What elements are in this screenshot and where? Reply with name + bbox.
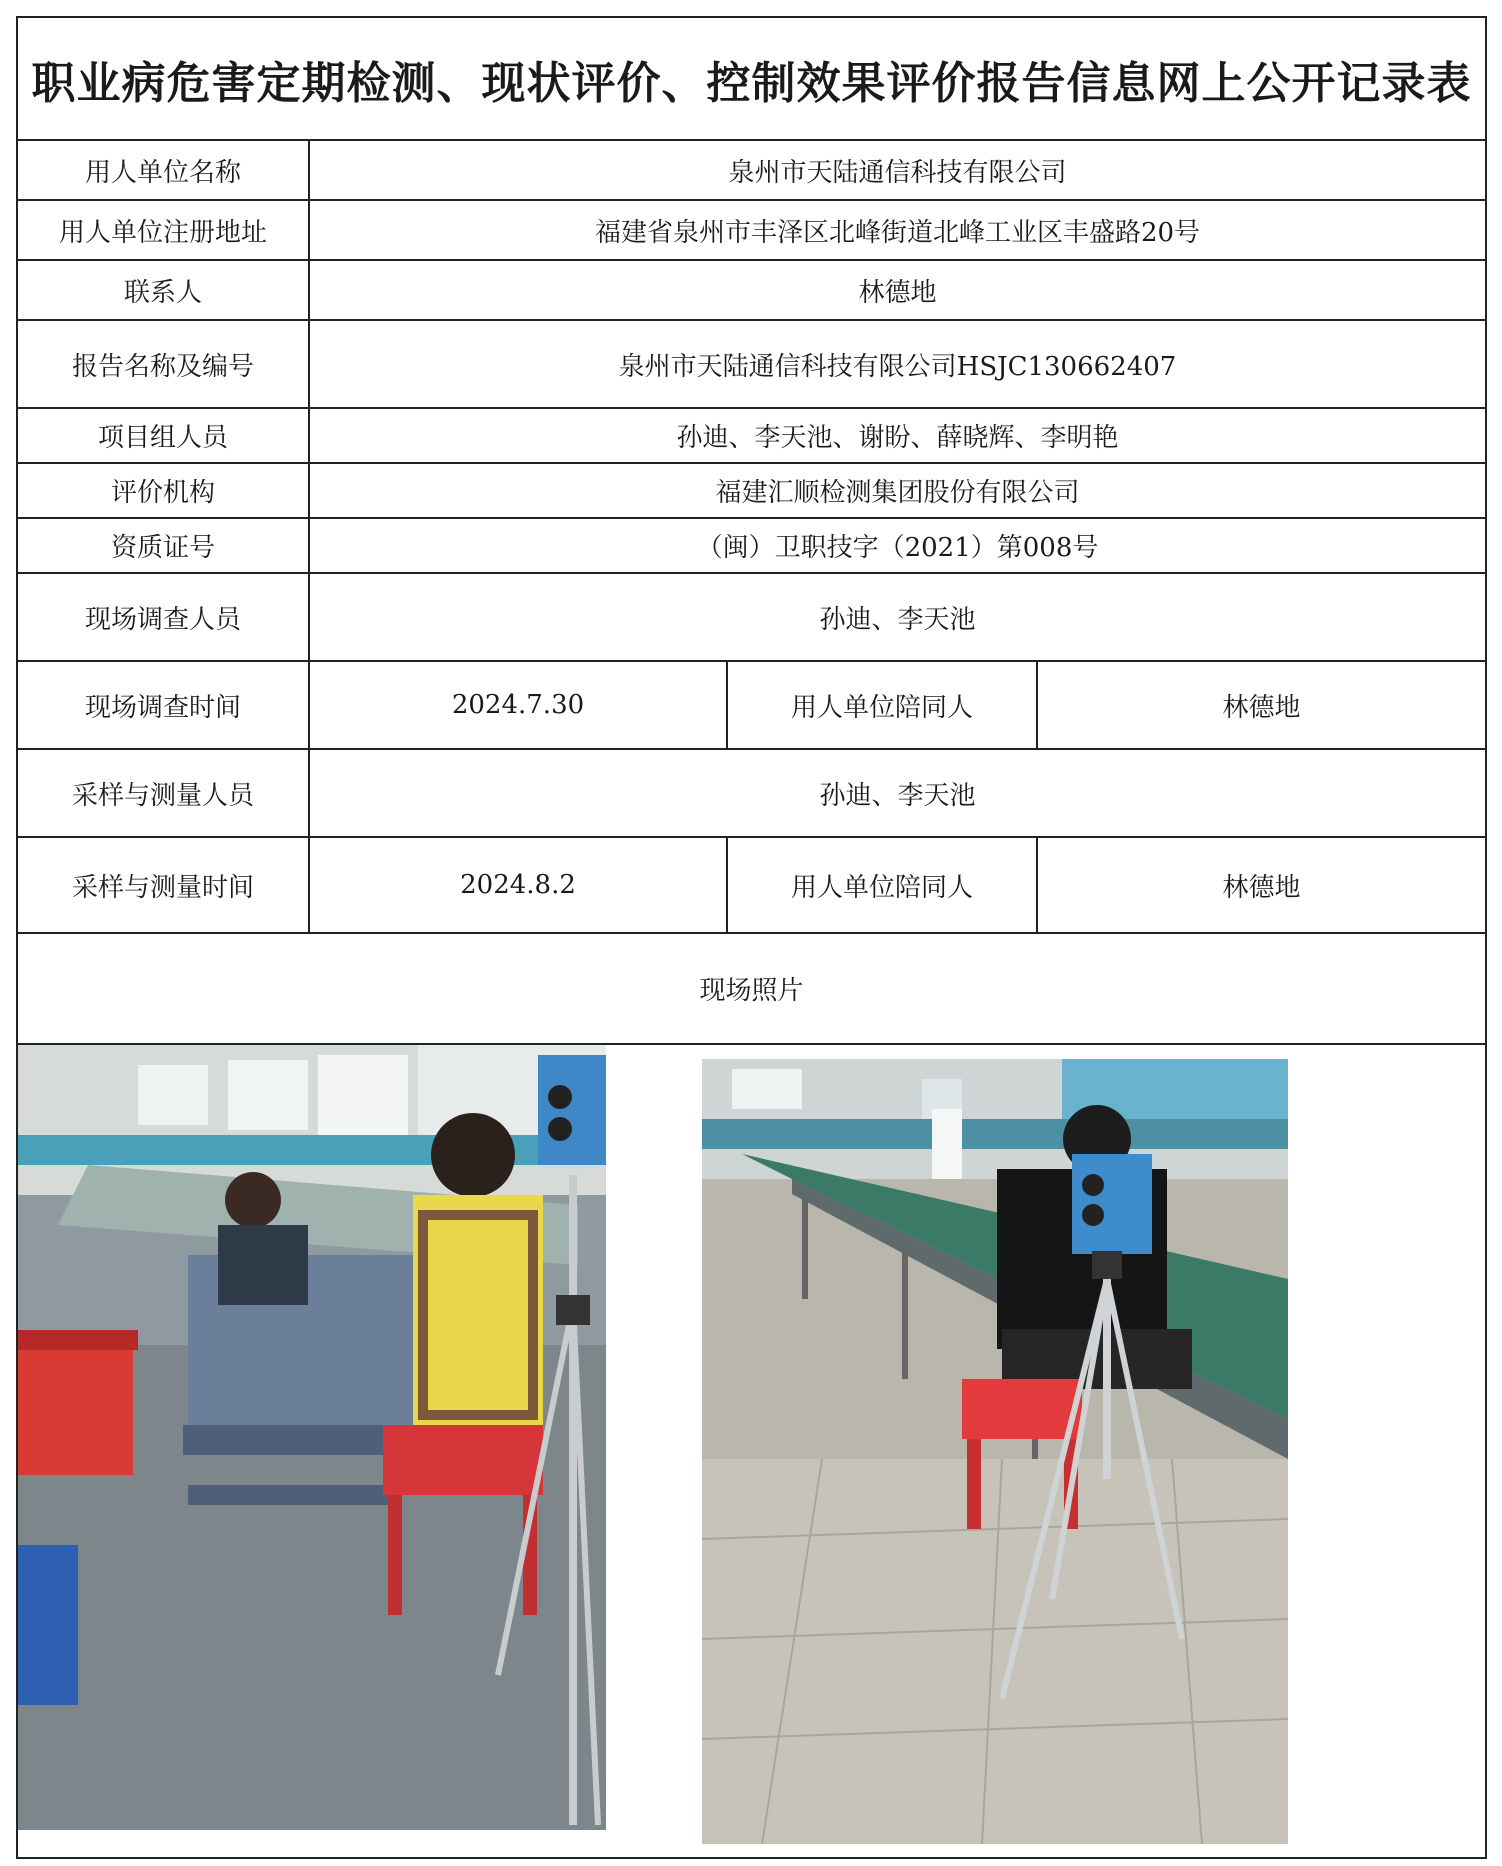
row-photos-header [18, 934, 1485, 1045]
label-sampling-staff: 采样与测量人员 [18, 750, 310, 836]
label-contact: 联系人 [18, 261, 310, 319]
row-qualification [18, 519, 1485, 574]
row-sampling-staff [18, 750, 1485, 838]
label-report-name: 报告名称及编号 [18, 321, 310, 407]
value-sampling-companion: 林德地 [1222, 872, 1301, 903]
row-company-address [18, 201, 1485, 261]
value-qualification: （闽）卫职技字（2021）第008号 [696, 533, 1099, 563]
photo-area [18, 1045, 1485, 1860]
value-sampling-date: 2024.8.2 [310, 838, 728, 932]
label-company-name: 用人单位名称 [18, 141, 310, 199]
label-survey-staff: 现场调查人员 [18, 574, 310, 660]
label-sampling-time: 采样与测量时间 [18, 838, 310, 932]
document-title: 职业病危害定期检测、现状评价、控制效果评价报告信息网上公开记录表 [18, 18, 1485, 141]
row-report-name [18, 321, 1485, 409]
label-company-address: 用人单位注册地址 [18, 201, 310, 259]
row-evaluation-org [18, 464, 1485, 519]
label-project-team: 项目组人员 [18, 409, 310, 462]
value-company-address: 福建省泉州市丰泽区北峰街道北峰工业区丰盛路20号 [594, 217, 1201, 248]
row-survey-time [18, 662, 1485, 750]
label-qualification: 资质证号 [18, 519, 310, 572]
label-survey-companion: 用人单位陪同人 [728, 662, 1038, 748]
value-survey-date: 2024.7.30 [310, 662, 728, 748]
value-evaluation-org: 福建汇顺检测集团股份有限公司 [715, 478, 1080, 508]
value-survey-staff: 孙迪、李天池 [819, 604, 976, 635]
site-photo-1 [18, 1045, 606, 1830]
site-photo-2 [702, 1059, 1288, 1844]
record-sheet [16, 16, 1487, 1859]
value-contact: 林德地 [858, 277, 937, 308]
label-survey-time: 现场调查时间 [18, 662, 310, 748]
value-survey-companion: 林德地 [1222, 692, 1301, 723]
row-sampling-time [18, 838, 1485, 934]
value-report-name: 泉州市天陆通信科技有限公司HSJC130662407 [618, 351, 1177, 382]
row-contact [18, 261, 1485, 321]
value-project-team: 孙迪、李天池、谢盼、薛晓辉、李明艳 [676, 423, 1119, 453]
row-company-name [18, 141, 1485, 201]
value-sampling-staff: 孙迪、李天池 [819, 780, 976, 811]
label-sampling-companion: 用人单位陪同人 [728, 838, 1038, 932]
label-site-photos: 现场照片 [699, 976, 804, 1006]
label-evaluation-org: 评价机构 [18, 464, 310, 517]
value-company-name: 泉州市天陆通信科技有限公司 [728, 157, 1067, 188]
row-survey-staff [18, 574, 1485, 662]
row-project-team [18, 409, 1485, 464]
